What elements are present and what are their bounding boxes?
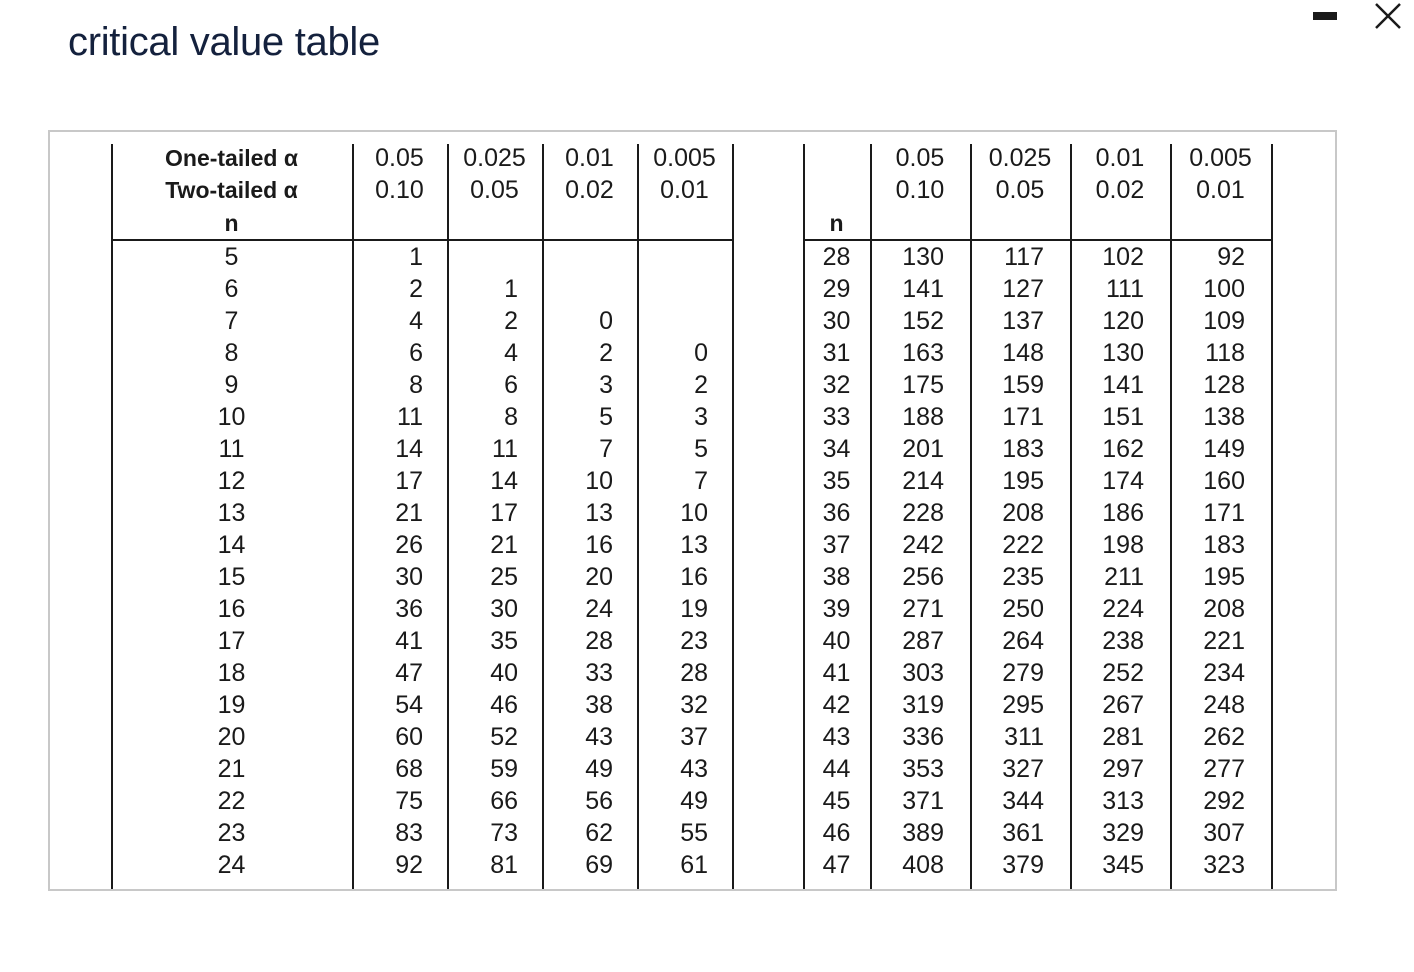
critical-value-cell: 54 [395, 691, 423, 719]
critical-value-cell: 56 [585, 787, 613, 815]
critical-value-cell: 59 [490, 755, 518, 783]
critical-value-cell: 235 [1002, 563, 1044, 591]
n-value: 21 [217, 755, 246, 783]
critical-value-cell: 33 [585, 659, 613, 687]
critical-value-cell: 68 [395, 755, 423, 783]
n-value: 10 [217, 403, 246, 431]
n-value: 42 [822, 691, 851, 719]
critical-value-cell: 250 [1002, 595, 1044, 623]
alpha-header-one-tailed: 0.05 [895, 144, 945, 172]
two-tailed-label: Two-tailed α [165, 177, 298, 203]
critical-value-cell: 264 [1002, 627, 1044, 655]
critical-value-cell: 81 [490, 851, 518, 879]
critical-value-cell: 35 [490, 627, 518, 655]
critical-value-cell: 6 [504, 371, 518, 399]
critical-value-cell: 38 [585, 691, 613, 719]
critical-value-cell: 10 [680, 499, 708, 527]
critical-value-cell: 36 [395, 595, 423, 623]
critical-value-cell: 30 [490, 595, 518, 623]
alpha-header-one-tailed: 0.005 [653, 144, 716, 172]
critical-value-cell: 361 [1002, 819, 1044, 847]
n-value: 6 [224, 275, 239, 303]
critical-value-cell: 2 [599, 339, 613, 367]
n-value: 44 [822, 755, 851, 783]
critical-value-cell: 47 [395, 659, 423, 687]
one-tailed-label: One-tailed α [165, 145, 298, 171]
alpha-header-two-tailed: 0.01 [1196, 176, 1245, 204]
critical-value-cell: 171 [1002, 403, 1044, 431]
critical-value-cell: 307 [1203, 819, 1245, 847]
critical-value-cell: 319 [902, 691, 944, 719]
n-value: 39 [822, 595, 851, 623]
critical-value-cell: 92 [1217, 243, 1245, 271]
alpha-header-two-tailed: 0.05 [470, 176, 519, 204]
critical-value-cell: 111 [1105, 275, 1144, 303]
table-image-frame[interactable] [48, 130, 1337, 891]
critical-value-cell: 61 [680, 851, 708, 879]
n-value: 20 [217, 723, 246, 751]
critical-value-cell: 5 [599, 403, 613, 431]
critical-value-cell: 151 [1102, 403, 1144, 431]
critical-value-cell: 2 [504, 307, 518, 335]
critical-value-cell: 43 [680, 755, 708, 783]
critical-value-cell: 281 [1102, 723, 1144, 751]
critical-value-cell: 8 [409, 371, 423, 399]
critical-value-cell: 37 [680, 723, 708, 751]
critical-value-cell: 41 [395, 627, 423, 655]
n-value: 8 [224, 339, 239, 367]
critical-value-cell: 208 [1203, 595, 1245, 623]
critical-value-cell: 62 [585, 819, 613, 847]
critical-value-cell: 130 [1102, 339, 1144, 367]
critical-value-cell: 28 [680, 659, 708, 687]
critical-value-cell: 130 [902, 243, 944, 271]
n-value: 18 [217, 659, 246, 687]
critical-value-cell: 336 [902, 723, 944, 751]
n-value: 24 [217, 851, 246, 879]
critical-value-cell: 4 [504, 339, 518, 367]
n-value: 37 [822, 531, 851, 559]
critical-value-cell: 49 [680, 787, 708, 815]
n-value: 34 [822, 435, 851, 463]
critical-value-cell: 69 [585, 851, 613, 879]
critical-value-cell: 73 [490, 819, 518, 847]
critical-value-cell: 162 [1102, 435, 1144, 463]
n-column-header: n [829, 210, 844, 236]
n-value: 13 [217, 499, 246, 527]
n-value: 45 [822, 787, 851, 815]
critical-value-cell: 222 [1002, 531, 1044, 559]
critical-value-cell: 323 [1203, 851, 1245, 879]
critical-value-cell: 175 [902, 371, 944, 399]
critical-value-cell: 221 [1203, 627, 1245, 655]
alpha-header-two-tailed: 0.10 [375, 176, 424, 204]
critical-value-cell: 3 [694, 403, 708, 431]
n-value: 14 [217, 531, 246, 559]
critical-value-cell: 4 [409, 307, 423, 335]
critical-value-cell: 262 [1203, 723, 1245, 751]
critical-value-cell: 8 [504, 403, 518, 431]
n-value: 31 [822, 339, 851, 367]
n-value: 23 [217, 819, 246, 847]
n-value: 17 [217, 627, 246, 655]
critical-value-cell: 201 [902, 435, 944, 463]
n-column-header: n [224, 210, 239, 236]
n-value: 40 [822, 627, 851, 655]
n-value: 29 [822, 275, 851, 303]
critical-value-cell: 19 [680, 595, 708, 623]
alpha-header-one-tailed: 0.01 [1095, 144, 1145, 172]
critical-value-cell: 102 [1102, 243, 1144, 271]
n-value: 43 [822, 723, 851, 751]
critical-value-cell: 160 [1203, 467, 1245, 495]
critical-value-cell: 295 [1002, 691, 1044, 719]
critical-value-cell: 5 [694, 435, 708, 463]
critical-value-cell: 234 [1203, 659, 1245, 687]
n-value: 28 [822, 243, 851, 271]
left-table-panel [50, 132, 740, 889]
critical-value-cell: 28 [585, 627, 613, 655]
n-value: 46 [822, 819, 851, 847]
n-value: 47 [822, 851, 851, 879]
column-divider [732, 144, 734, 889]
critical-value-cell: 20 [585, 563, 613, 591]
critical-value-cell: 11 [492, 435, 518, 463]
n-value: 12 [217, 467, 246, 495]
critical-value-cell: 353 [902, 755, 944, 783]
critical-value-cell: 49 [585, 755, 613, 783]
n-value: 41 [822, 659, 851, 687]
critical-value-cell: 292 [1203, 787, 1245, 815]
critical-value-cell: 195 [1203, 563, 1245, 591]
critical-value-cell: 148 [1002, 339, 1044, 367]
critical-value-cell: 17 [395, 467, 423, 495]
critical-value-cell: 163 [902, 339, 944, 367]
critical-value-cell: 11 [397, 403, 423, 431]
minimize-button[interactable] [1313, 12, 1337, 20]
alpha-header-two-tailed: 0.05 [995, 176, 1045, 204]
n-value: 22 [217, 787, 246, 815]
critical-value-cell: 120 [1102, 307, 1144, 335]
n-value: 32 [822, 371, 851, 399]
critical-value-cell: 252 [1102, 659, 1144, 687]
critical-value-cell: 238 [1102, 627, 1144, 655]
critical-value-cell: 183 [1002, 435, 1044, 463]
critical-value-cell: 21 [490, 531, 518, 559]
critical-value-cell: 109 [1203, 307, 1245, 335]
close-icon [1372, 0, 1404, 32]
critical-value-cell: 0 [694, 339, 708, 367]
critical-value-cell: 40 [490, 659, 518, 687]
critical-value-cell: 329 [1102, 819, 1144, 847]
critical-value-cell: 279 [1002, 659, 1044, 687]
critical-value-cell: 224 [1102, 595, 1144, 623]
critical-value-cell: 0 [599, 307, 613, 335]
right-table-panel [740, 132, 1335, 889]
critical-value-cell: 128 [1203, 371, 1245, 399]
critical-value-cell: 60 [395, 723, 423, 751]
n-value: 19 [217, 691, 246, 719]
critical-value-cell: 14 [490, 467, 518, 495]
critical-value-cell: 248 [1203, 691, 1245, 719]
critical-value-cell: 198 [1102, 531, 1144, 559]
critical-value-cell: 3 [599, 371, 613, 399]
critical-value-cell: 379 [1002, 851, 1044, 879]
n-value: 38 [822, 563, 851, 591]
critical-value-cell: 26 [395, 531, 423, 559]
critical-value-cell: 23 [680, 627, 708, 655]
critical-value-cell: 2 [694, 371, 708, 399]
critical-value-cell: 30 [395, 563, 423, 591]
critical-value-cell: 1 [504, 275, 518, 303]
n-value: 35 [822, 467, 851, 495]
critical-value-cell: 16 [680, 563, 708, 591]
critical-value-cell: 171 [1203, 499, 1245, 527]
critical-value-cell: 188 [902, 403, 944, 431]
n-value: 16 [217, 595, 246, 623]
critical-value-cell: 211 [1104, 563, 1144, 591]
critical-value-cell: 277 [1203, 755, 1245, 783]
critical-value-cell: 21 [395, 499, 423, 527]
critical-value-cell: 2 [409, 275, 423, 303]
n-value: 15 [217, 563, 246, 591]
critical-value-cell: 256 [902, 563, 944, 591]
critical-value-cell: 117 [1004, 243, 1044, 271]
close-button[interactable] [1372, 0, 1404, 32]
critical-value-cell: 55 [680, 819, 708, 847]
dialog-title: critical value table [68, 20, 380, 64]
critical-value-cell: 267 [1102, 691, 1144, 719]
critical-value-cell: 297 [1102, 755, 1144, 783]
critical-value-cell: 371 [902, 787, 944, 815]
critical-value-cell: 242 [902, 531, 944, 559]
critical-value-cell: 66 [490, 787, 518, 815]
critical-value-cell: 344 [1002, 787, 1044, 815]
critical-value-cell: 195 [1002, 467, 1044, 495]
critical-value-cell: 408 [902, 851, 944, 879]
n-value: 30 [822, 307, 851, 335]
critical-value-cell: 159 [1002, 371, 1044, 399]
critical-value-cell: 287 [902, 627, 944, 655]
critical-value-cell: 52 [490, 723, 518, 751]
critical-value-cell: 24 [585, 595, 613, 623]
critical-value-cell: 214 [902, 467, 944, 495]
critical-value-cell: 7 [694, 467, 708, 495]
critical-value-cell: 149 [1203, 435, 1245, 463]
critical-value-cell: 43 [585, 723, 613, 751]
critical-value-cell: 17 [490, 499, 518, 527]
critical-value-cell: 141 [1102, 371, 1144, 399]
critical-value-cell: 389 [902, 819, 944, 847]
critical-value-cell: 10 [585, 467, 613, 495]
critical-value-cell: 138 [1203, 403, 1245, 431]
critical-value-cell: 141 [902, 275, 944, 303]
critical-value-cell: 100 [1203, 275, 1245, 303]
alpha-header-one-tailed: 0.01 [565, 144, 614, 172]
critical-value-cell: 345 [1102, 851, 1144, 879]
alpha-header-one-tailed: 0.005 [1189, 144, 1252, 172]
critical-value-cell: 311 [1004, 723, 1044, 751]
alpha-header-one-tailed: 0.025 [463, 144, 526, 172]
n-value: 11 [218, 435, 245, 463]
n-value: 33 [822, 403, 851, 431]
alpha-header-one-tailed: 0.05 [375, 144, 424, 172]
critical-value-cell: 1 [409, 243, 423, 271]
critical-value-cell: 228 [902, 499, 944, 527]
critical-value-cell: 174 [1102, 467, 1144, 495]
critical-value-cell: 25 [490, 563, 518, 591]
n-value: 9 [224, 371, 239, 399]
critical-value-cell: 271 [902, 595, 944, 623]
critical-value-cell: 6 [409, 339, 423, 367]
critical-value-cell: 137 [1002, 307, 1044, 335]
critical-value-cell: 16 [585, 531, 613, 559]
critical-value-cell: 327 [1002, 755, 1044, 783]
critical-value-cell: 14 [395, 435, 423, 463]
alpha-header-two-tailed: 0.10 [895, 176, 945, 204]
critical-value-cell: 75 [395, 787, 423, 815]
column-divider [1271, 144, 1273, 889]
critical-value-cell: 152 [902, 307, 944, 335]
critical-value-cell: 13 [680, 531, 708, 559]
critical-value-cell: 186 [1102, 499, 1144, 527]
critical-value-cell: 92 [395, 851, 423, 879]
critical-value-cell: 183 [1203, 531, 1245, 559]
n-value: 5 [224, 243, 239, 271]
critical-value-cell: 32 [680, 691, 708, 719]
critical-value-cell: 118 [1205, 339, 1245, 367]
alpha-header-two-tailed: 0.02 [1095, 176, 1145, 204]
alpha-header-two-tailed: 0.01 [660, 176, 709, 204]
critical-value-cell: 313 [1102, 787, 1144, 815]
critical-value-cell: 46 [490, 691, 518, 719]
n-value: 36 [822, 499, 851, 527]
critical-value-cell: 83 [395, 819, 423, 847]
critical-value-cell: 7 [599, 435, 613, 463]
critical-value-cell: 127 [1002, 275, 1044, 303]
critical-value-cell: 303 [902, 659, 944, 687]
critical-value-cell: 13 [585, 499, 613, 527]
n-value: 7 [224, 307, 239, 335]
alpha-header-two-tailed: 0.02 [565, 176, 614, 204]
alpha-header-one-tailed: 0.025 [988, 144, 1052, 172]
critical-value-cell: 208 [1002, 499, 1044, 527]
